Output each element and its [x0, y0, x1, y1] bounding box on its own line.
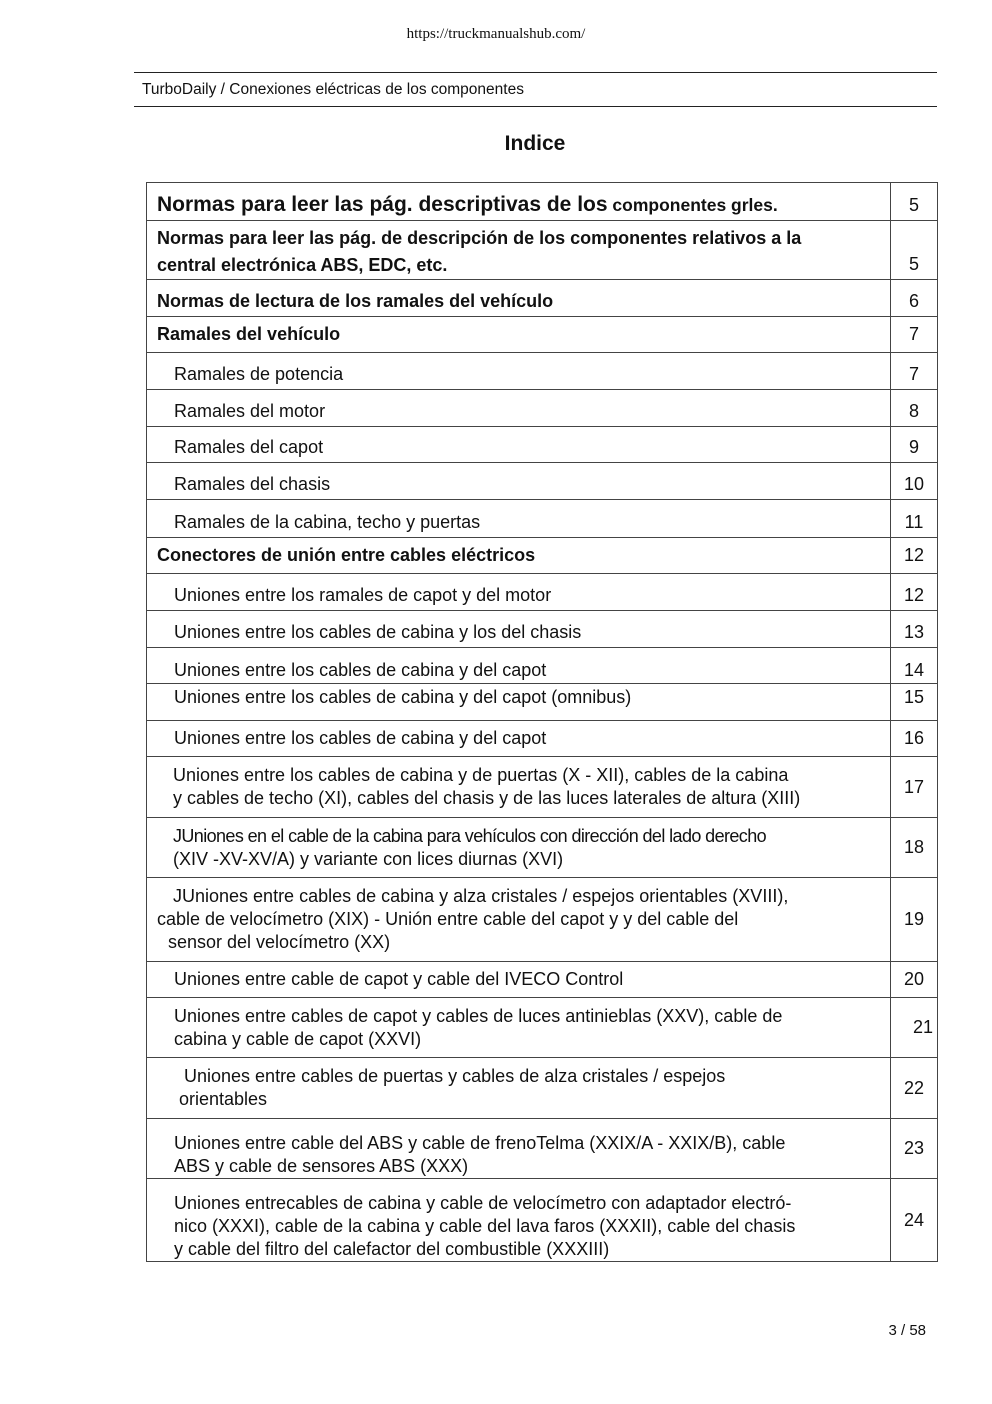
toc-entry-line: JUniones entre cables de cabina y alza cristales / espejos orientables (XVIII), [173, 886, 789, 906]
toc-page-number: 17 [891, 757, 938, 818]
toc-row [147, 684, 938, 721]
toc-entry-text: Conectores de unión entre cables eléctricos [147, 538, 891, 574]
toc-page-number: 24 [891, 1179, 938, 1262]
toc-entry-text: Ramales de potencia [147, 353, 891, 390]
toc-entry-suffix: componentes grles. [607, 195, 778, 215]
toc-row [147, 221, 938, 280]
toc-entry-line: Uniones entre cable del ABS y cable de frenoTelma (XXIX/A - XXIX/B), cable [174, 1133, 786, 1153]
toc-page-number: 22 [891, 1058, 938, 1119]
toc-page-number: 21 [891, 998, 938, 1058]
toc-row [147, 1179, 938, 1262]
toc-entry-text: Uniones entre los ramales de capot y del motor [147, 574, 891, 611]
toc-entry-line: central electrónica ABS, EDC, etc. [157, 255, 448, 275]
toc-entry-line: cabina y cable de capot (XXVI) [174, 1028, 422, 1049]
toc-entry-line: nico (XXXI), cable de la cabina y cable del lava faros (XXXII), cable del chasis [174, 1216, 796, 1236]
toc-row [147, 317, 938, 353]
toc-entry-text [147, 818, 891, 878]
toc-page-number: 9 [891, 427, 938, 463]
toc-entry-line: orientables [179, 1089, 268, 1109]
toc-entry-line: y cable del filtro del calefactor del combustible (XXXIII) [174, 1239, 610, 1259]
toc-entry-text: Uniones entre los cables de cabina y del capot [147, 721, 891, 757]
toc-entry-main: Normas para leer las pág. descriptivas de los [157, 193, 608, 216]
toc-row [147, 280, 938, 317]
toc-entry-line: sensor del velocímetro (XX) [168, 932, 391, 952]
toc-entry-line: Uniones entre cables de capot y cables de luces antinieblas (XXV), cable de [174, 1005, 783, 1026]
toc-row [147, 648, 938, 684]
toc-page-number: 18 [891, 818, 938, 878]
toc-row [147, 611, 938, 648]
toc-entry-text: Ramales del chasis [147, 463, 891, 500]
toc-page-number: 10 [891, 463, 938, 500]
toc-entry-line: Uniones entrecables de cabina y cable de velocímetro con adaptador electró- [174, 1193, 792, 1213]
toc-row [147, 183, 938, 221]
index-table [146, 182, 938, 1262]
toc-page-number: 7 [891, 353, 938, 390]
toc-row [147, 962, 938, 998]
toc-entry-text: Ramales del capot [147, 427, 891, 463]
toc-row [147, 427, 938, 463]
toc-row [147, 1119, 938, 1179]
toc-entry-text: Uniones entre los cables de cabina y del capot [147, 648, 891, 684]
toc-entry-line: Uniones entre los cables de cabina y de puertas (X - XII), cables de la cabina [173, 765, 789, 785]
toc-entry-text: Uniones entre los cables de cabina y del capot (omnibus) [147, 684, 891, 721]
toc-entry-text: Uniones entre cable de capot y cable del IVECO Control [147, 962, 891, 998]
toc-entry-line: y cables de techo (XI), cables del chasis y de las luces laterales de altura (XIII) [173, 788, 801, 808]
toc-row [147, 721, 938, 757]
header-rule-top [134, 72, 937, 73]
toc-row [147, 878, 938, 962]
toc-row [147, 1058, 938, 1119]
toc-page-number: 23 [891, 1119, 938, 1179]
toc-page-number: 15 [891, 684, 938, 721]
toc-entry-text: Normas de lectura de los ramales del vehículo [147, 280, 891, 317]
toc-entry-text [147, 183, 891, 221]
toc-page-number: 11 [891, 500, 938, 538]
toc-entry-line: JUniones en el cable de la cabina para vehículos con dirección del lado derecho [173, 825, 767, 846]
toc-page-number: 19 [891, 878, 938, 962]
header-rule-bottom [134, 106, 937, 107]
toc-entry-text [147, 1179, 891, 1262]
toc-entry-text: Ramales de la cabina, techo y puertas [147, 500, 891, 538]
toc-page-number: 20 [891, 962, 938, 998]
toc-row [147, 574, 938, 611]
toc-row [147, 390, 938, 427]
toc-entry-text [147, 1058, 891, 1119]
index-title: Indice [504, 132, 566, 155]
toc-page-number: 7 [891, 317, 938, 353]
toc-page-number: 5 [891, 183, 938, 221]
toc-page-number: 12 [891, 574, 938, 611]
document-title: TurboDaily / Conexiones eléctricas de los componentes [142, 81, 524, 98]
toc-row [147, 998, 938, 1058]
toc-entry-line: (XIV -XV-XV/A) y variante con lices diurnas (XVI) [173, 848, 564, 869]
toc-page-number: 8 [891, 390, 938, 427]
page-indicator: 3 / 58 [888, 1322, 926, 1339]
toc-entry-text [147, 757, 891, 818]
toc-row [147, 818, 938, 878]
toc-entry-text: Ramales del motor [147, 390, 891, 427]
toc-row [147, 538, 938, 574]
toc-entry-text [147, 221, 891, 280]
toc-entry-line: Normas para leer las pág. de descripción de los componentes relativos a la [157, 228, 802, 248]
toc-page-number: 13 [891, 611, 938, 648]
toc-entry-text [147, 878, 891, 962]
toc-entry-line: cable de velocímetro (XIX) - Unión entre cable del capot y y del cable del [157, 909, 739, 929]
toc-page-number: 12 [891, 538, 938, 574]
toc-entry-text [147, 1119, 891, 1179]
toc-row [147, 500, 938, 538]
toc-entry-text: Ramales del vehículo [147, 317, 891, 353]
toc-entry-text [147, 998, 891, 1058]
toc-row [147, 757, 938, 818]
toc-entry-text: Uniones entre los cables de cabina y los del chasis [147, 611, 891, 648]
toc-page-number: 5 [891, 221, 938, 280]
toc-row [147, 353, 938, 390]
toc-page-number: 14 [891, 648, 938, 684]
toc-row [147, 463, 938, 500]
source-url: https://truckmanualshub.com/ [406, 26, 586, 42]
toc-page-number: 6 [891, 280, 938, 317]
toc-entry-line: ABS y cable de sensores ABS (XXX) [174, 1156, 469, 1176]
toc-entry-line: Uniones entre cables de puertas y cables de alza cristales / espejos [184, 1066, 726, 1086]
toc-page-number: 16 [891, 721, 938, 757]
